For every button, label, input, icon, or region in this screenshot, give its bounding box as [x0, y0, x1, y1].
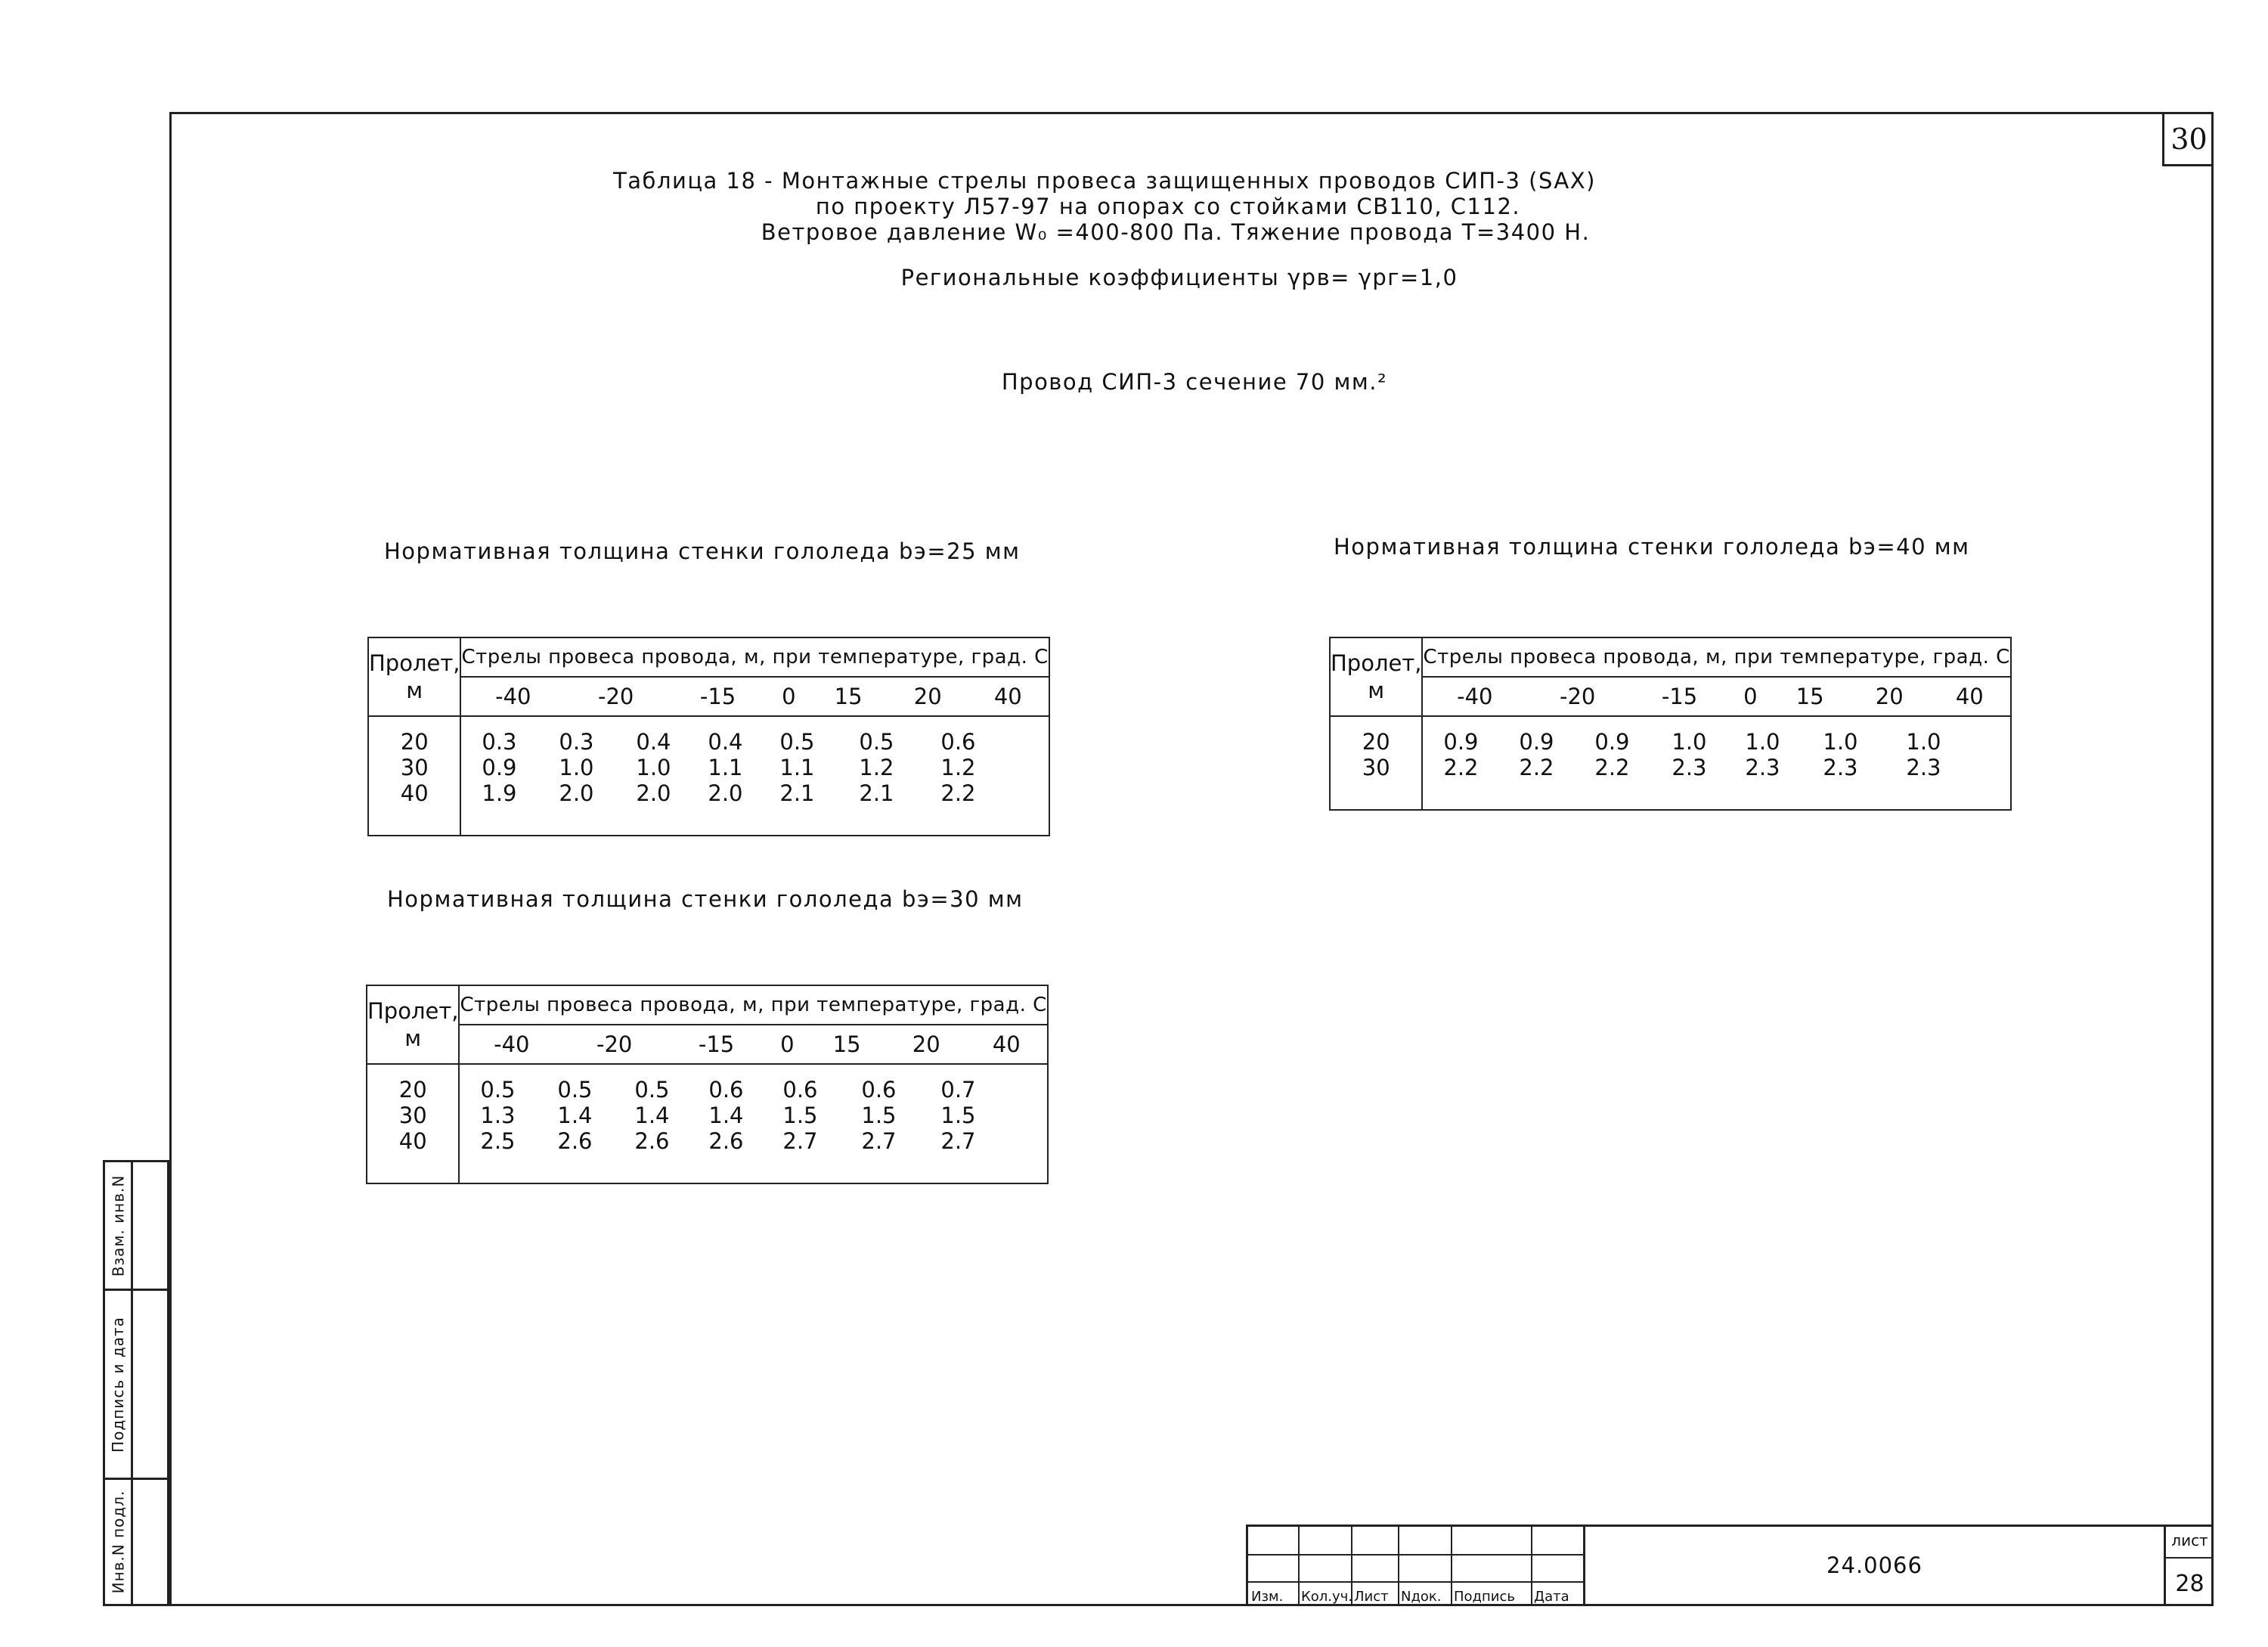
span-header-cell: Пролет, м: [367, 985, 459, 1064]
temp-header: 20: [887, 1025, 966, 1064]
temp-header: -40: [460, 677, 565, 716]
sheet-label: лист: [2171, 1531, 2208, 1549]
sheet-box: [2164, 1524, 2214, 1606]
temp-header: -15: [1628, 677, 1730, 716]
corner-sheet-number: 30: [2162, 113, 2214, 166]
regional-coefficients: Региональные коэффициенты γрв= γрг=1,0: [900, 265, 1458, 290]
span-header-cell: Пролет, м: [368, 637, 460, 716]
wire-section-caption: Провод СИП-3 сечение 70 мм.²: [1001, 369, 1388, 395]
span-value: 20: [398, 1077, 427, 1103]
span-value: 20: [1362, 729, 1390, 755]
table-title-line-2: по проекту Л57-97 на опорах со стойками СВ110, С112.: [815, 194, 1521, 219]
span-header-cell: Пролет, м: [1330, 637, 1422, 716]
stamp-label-sheet: Лист: [1354, 1589, 1389, 1605]
sag-header-cell: Стрелы провеса провода, м, при температуре, град. С: [459, 985, 1047, 1025]
stamp-label-signature: Подпись: [1454, 1589, 1515, 1605]
span-values-cell: [367, 1064, 459, 1183]
replacement-inventory-cell: [105, 1162, 167, 1291]
temp-header: -15: [665, 1025, 767, 1064]
document-code-box: [1583, 1524, 2164, 1606]
sag-table-30mm: [366, 985, 1049, 1184]
temp-header: 15: [807, 1025, 887, 1064]
sag-header-cell: Стрелы провеса провода, м, при температуре, град. С: [1422, 637, 2010, 677]
temp-header: -20: [565, 677, 667, 716]
revision-grid: [1246, 1524, 1583, 1606]
temp-header: 0: [767, 1025, 807, 1064]
sag-values-cell: 0.5 1.3 2.5 0.5 1.4 2.6 0.5 1.4 2.6 0.6 1.4 2.6 0.6 1.5 2.7 0.6 1.5 2.7 0.7 1.5 2.7: [459, 1064, 1047, 1183]
sheet-number: 28: [2175, 1571, 2204, 1597]
temp-header: 40: [1929, 677, 2011, 716]
span-value: 30: [398, 1103, 427, 1128]
temp-header: 15: [809, 677, 888, 716]
sag-values-cell: 0.3 0.9 1.9 0.3 1.0 2.0 0.4 1.0 2.0 0.4 1.1 2.0 0.5 1.1 2.1 0.5 1.2 2.1 0.6 1.2 2.2: [460, 716, 1049, 836]
sag-values-cell: 0.9 2.2 0.9 2.2 0.9 2.2 1.0 2.3 1.0 2.3 1.0 2.3 1.0 2.3: [1422, 716, 2010, 810]
temp-header: -40: [1422, 677, 1526, 716]
span-value: 20: [400, 729, 429, 755]
stamp-label-date: Дата: [1534, 1589, 1569, 1605]
temp-header: 0: [1730, 677, 1771, 716]
temp-header: -20: [563, 1025, 665, 1064]
temp-header: 20: [888, 677, 968, 716]
signature-date-cell: [105, 1291, 167, 1480]
span-value: 30: [1362, 755, 1390, 780]
sag-header-cell: Стрелы провеса провода, м, при температуре, град. С: [460, 637, 1049, 677]
temp-header: 40: [966, 1025, 1048, 1064]
original-inventory-label: Инв.N подл.: [109, 1490, 127, 1594]
original-inventory-cell: [105, 1480, 167, 1604]
binding-strip: [103, 1160, 169, 1606]
temp-header: -40: [459, 1025, 563, 1064]
temp-header: 0: [769, 677, 809, 716]
span-value: 40: [400, 780, 429, 806]
table-1-heading: Нормативная толщина стенки гололеда bэ=25 мм: [384, 538, 1021, 564]
table-3-heading: Нормативная толщина стенки гололеда bэ=40 мм: [1334, 534, 1970, 560]
table-2-heading: Нормативная толщина стенки гололеда bэ=30 мм: [387, 886, 1024, 912]
span-values-cell: [368, 716, 460, 836]
temp-header: 15: [1771, 677, 1850, 716]
temp-header: 20: [1850, 677, 1929, 716]
stamp-label-change: Изм.: [1251, 1589, 1284, 1605]
span-values-cell: [1330, 716, 1422, 810]
replacement-inventory-label: Взам. инв.N: [109, 1174, 127, 1276]
table-title-line-1: Таблица 18 - Монтажные стрелы провеса защищенных проводов СИП-3 (SAX): [613, 168, 1596, 194]
signature-date-label: Подпись и дата: [109, 1316, 128, 1453]
temp-header: -15: [667, 677, 769, 716]
span-value: 40: [398, 1128, 427, 1154]
table-title-line-3: Ветровое давление W₀ =400-800 Па. Тяжение провода Т=3400 Н.: [761, 219, 1591, 245]
sag-table-25mm: [367, 637, 1050, 836]
drawing-frame: [169, 112, 2214, 1606]
sag-table-40mm: [1329, 637, 2012, 811]
title-stamp: [1246, 1524, 2214, 1606]
stamp-label-count: Кол.уч.: [1301, 1589, 1353, 1605]
stamp-label-docno: Nдок.: [1401, 1589, 1442, 1605]
temp-header: -20: [1526, 677, 1628, 716]
temp-header: 40: [968, 677, 1049, 716]
span-value: 30: [400, 755, 429, 780]
document-code: 24.0066: [1826, 1552, 1923, 1578]
